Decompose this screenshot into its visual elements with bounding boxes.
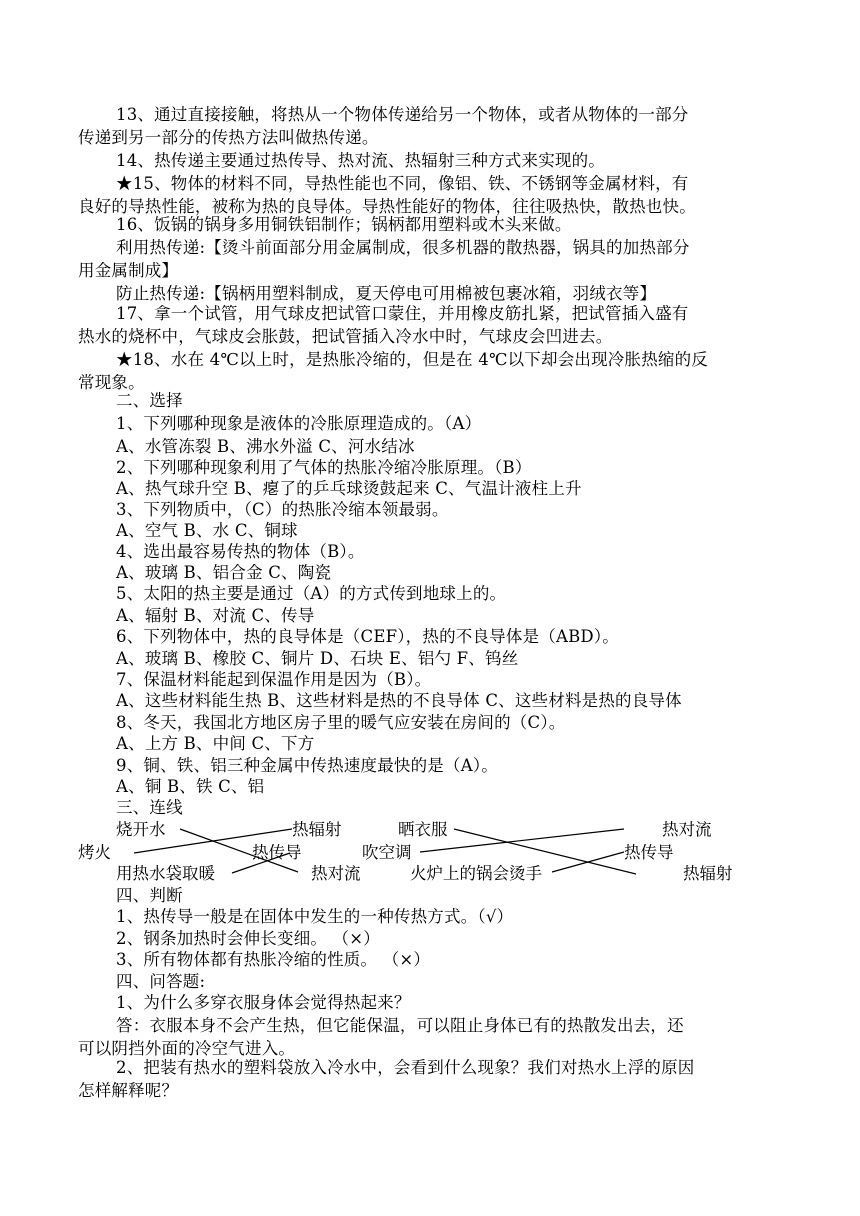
qa-heading: 四、问答题: [116, 972, 206, 991]
choice-a3: A、空气 B、水 C、铜球 [116, 521, 298, 540]
choice-a2: A、热气球升空 B、瘪了的乒乓球烫鼓起来 C、气温计液柱上升 [116, 479, 582, 498]
item-18-line2: 常现象。 [78, 373, 145, 392]
choice-q3: 3、下列物质中，（C）的热胀冷缩本领最弱。 [116, 500, 449, 519]
match-left-item: 晒衣服 [398, 820, 448, 839]
item-16: 16、饭锅的锅身多用铜铁铝制作；锅柄都用塑料或木头来做。 [116, 215, 572, 234]
match-left-item: 火炉上的锅会烫手 [410, 864, 542, 883]
choice-a5: A、辐射 B、对流 C、传导 [116, 606, 315, 625]
match-right-item: 热辐射 [292, 820, 342, 839]
match-right-item: 热传导 [624, 843, 674, 862]
choice-q6: 6、下列物体中，热的良导体是（CEF），热的不良导体是（ABD）。 [116, 627, 619, 646]
match-line [232, 853, 290, 873]
matching-heading: 三、连线 [116, 798, 183, 817]
match-line [552, 852, 624, 872]
item-13-line1: 13、通过直接接触，将热从一个物体传递给另一个物体，或者从物体的一部分 [116, 105, 689, 124]
item-15-line2: 良好的导热性能，被称为热的良导体。导热性能好的物体，往往吸热快，散热也快。 [78, 197, 696, 216]
qa-answer-1-line2: 可以阴挡外面的冷空气进入。 [78, 1039, 296, 1058]
judge-item-1: 1、热传导一般是在固体中发生的一种传热方式。（√） [116, 907, 514, 926]
qa-question-2-line2: 怎样解释呢？ [78, 1081, 179, 1100]
match-right-item: 热对流 [311, 864, 361, 883]
choice-q7: 7、保温材料能起到保温作用是因为（B）。 [116, 670, 432, 689]
qa-question-1: 1、为什么多穿衣服身体会觉得热起来？ [116, 993, 411, 1012]
choice-a6: A、玻璃 B、橡胶 C、铜片 D、石块 E、铝勺 F、钨丝 [116, 649, 519, 668]
item-14: 14、热传递主要通过热传导、热对流、热辐射三种方式来实现的。 [116, 151, 605, 170]
choice-q2: 2、下列哪种现象利用了气体的热胀冷缩冷胀原理。（B） [116, 458, 532, 477]
match-left-item: 烤火 [78, 843, 111, 862]
judge-heading: 四、判断 [116, 886, 183, 905]
choice-q8: 8、冬天，我国北方地区房子里的暖气应安装在房间的（C）。 [116, 713, 566, 732]
choice-a7: A、这些材料能生热 B、这些材料是热的不良导体 C、这些材料是热的良导体 [116, 691, 682, 710]
choice-a4: A、玻璃 B、铝合金 C、陶瓷 [116, 563, 332, 582]
choice-a8: A、上方 B、中间 C、下方 [116, 734, 315, 753]
judge-item-3: 3、所有物体都有热胀冷缩的性质。 （×） [116, 950, 431, 969]
choice-q4: 4、选出最容易传热的物体（B）。 [116, 542, 365, 561]
match-line [454, 829, 636, 874]
prevent-heat-transfer: 防止热传递:【锅柄用塑料制成，夏天停电可用棉被包裹冰箱，羽绒衣等】 [116, 284, 657, 303]
match-right-item: 热传导 [252, 843, 302, 862]
use-heat-transfer-line2: 用金属制成】 [78, 261, 179, 280]
match-line [134, 829, 292, 853]
choice-q9: 9、铜、铁、铝三种金属中传热速度最快的是（A）。 [116, 756, 498, 775]
item-17-line2: 热水的烧杯中，气球皮会胀鼓，把试管插入冷水中时，气球皮会凹进去。 [78, 327, 613, 346]
qa-answer-1-line1: 答：衣服本身不会产生热，但它能保温，可以阻止身体已有的热散发出去，还 [116, 1016, 684, 1035]
choice-q1: 1、下列哪种现象是液体的冷胀原理造成的。（A） [116, 414, 482, 433]
choice-a9: A、铜 B、铁 C、铝 [116, 777, 265, 796]
match-right-item: 热辐射 [683, 864, 733, 883]
match-right-item: 热对流 [662, 820, 712, 839]
choice-a1: A、水管冻裂 B、沸水外溢 C、河水结冰 [116, 437, 415, 456]
judge-item-2: 2、钢条加热时会伸长变细。 （×） [116, 929, 380, 948]
match-left-item: 用热水袋取暖 [116, 864, 215, 883]
choice-heading: 二、选择 [116, 391, 183, 410]
item-15-line1: ★15、物体的材料不同，导热性能也不同，像铝、铁、不锈钢等金属材料，有 [116, 174, 689, 193]
qa-question-2-line1: 2、把装有热水的塑料袋放入冷水中，会看到什么现象？我们对热水上浮的原因 [116, 1058, 695, 1077]
match-line [180, 829, 298, 872]
item-18-line1: ★18、水在 4℃以上时，是热胀冷缩的，但是在 4℃以下却会出现冷胀热缩的反 [116, 350, 708, 369]
choice-q5: 5、太阳的热主要是通过（A）的方式传到地球上的。 [116, 584, 507, 603]
match-line [420, 829, 624, 852]
match-left-item: 吹空调 [362, 843, 412, 862]
item-17-line1: 17、拿一个试管，用气球皮把试管口蒙住，并用橡皮筋扎紧，把试管插入盛有 [116, 304, 689, 323]
item-13-line2: 传递到另一部分的传热方法叫做热传递。 [78, 128, 379, 147]
use-heat-transfer-line1: 利用热传递:【烫斗前面部分用金属制成，很多机器的散热器，锅具的加热部分 [116, 238, 690, 257]
match-left-item: 烧开水 [116, 820, 166, 839]
